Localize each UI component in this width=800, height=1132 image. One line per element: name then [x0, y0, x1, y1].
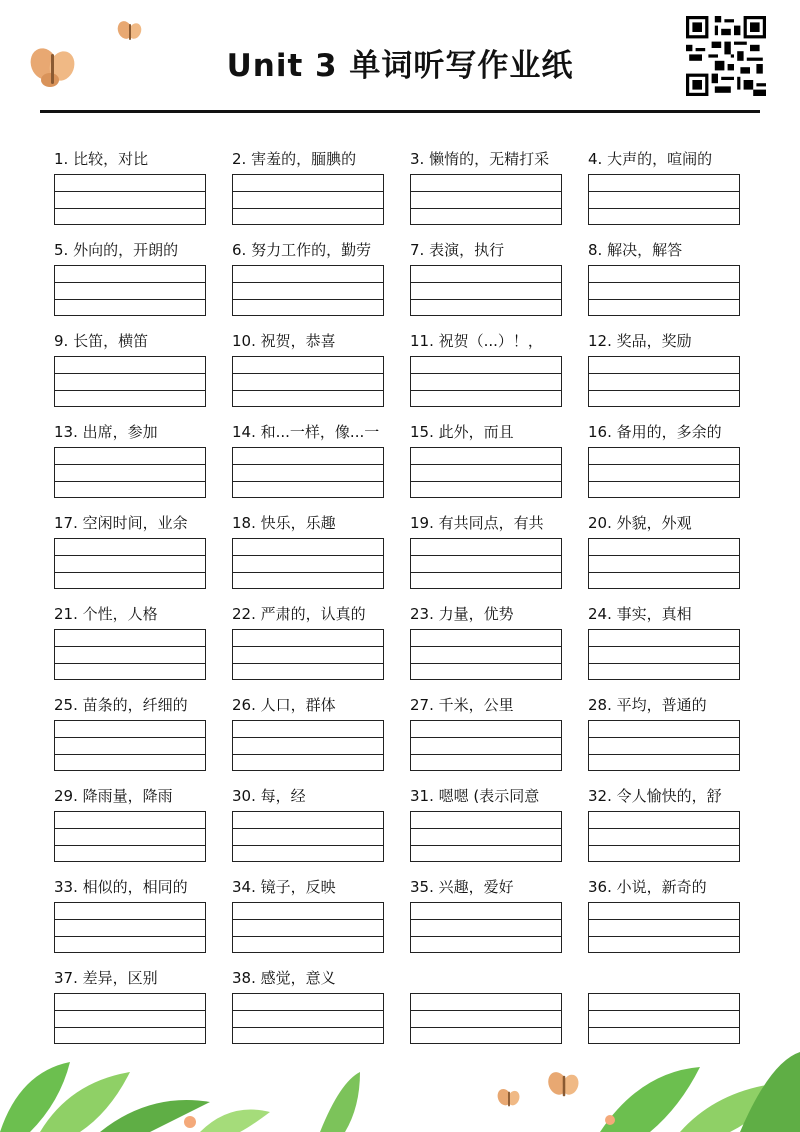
answer-box[interactable] [588, 902, 740, 953]
answer-box[interactable] [232, 811, 384, 862]
answer-box[interactable] [54, 538, 206, 589]
item-prompt: 21. 个性，人格 [54, 605, 158, 623]
answer-box[interactable] [410, 811, 562, 862]
item-prompt: 14. 和...一样，像...一 [232, 423, 380, 441]
answer-box[interactable] [588, 265, 740, 316]
item-prompt: 13. 出席，参加 [54, 423, 158, 441]
answer-box[interactable] [232, 538, 384, 589]
butterfly-icon [496, 1086, 522, 1112]
answer-box[interactable] [232, 174, 384, 225]
item-prompt: 25. 苗条的，纤细的 [54, 696, 188, 714]
item-prompt: 2. 害羞的，腼腆的 [232, 150, 357, 168]
answer-box[interactable] [54, 993, 206, 1044]
answer-box[interactable] [410, 265, 562, 316]
item-prompt: 27. 千米，公里 [410, 696, 514, 714]
item-prompt: 37. 差异，区别 [54, 969, 158, 987]
answer-box[interactable] [588, 629, 740, 680]
item-prompt: 6. 努力工作的，勤劳 [232, 241, 372, 259]
answer-box[interactable] [588, 811, 740, 862]
answer-box[interactable] [54, 720, 206, 771]
answer-box[interactable] [232, 993, 384, 1044]
item-prompt: 11. 祝贺（...）！， [410, 332, 543, 350]
answer-box[interactable] [232, 265, 384, 316]
answer-box[interactable] [232, 447, 384, 498]
item-prompt: 29. 降雨量，降雨 [54, 787, 173, 805]
item-prompt: 33. 相似的，相同的 [54, 878, 188, 896]
answer-box[interactable] [410, 356, 562, 407]
item-prompt: 34. 镜子，反映 [232, 878, 336, 896]
answer-box[interactable] [588, 993, 740, 1044]
item-prompt: 28. 平均，普通的 [588, 696, 707, 714]
item-prompt: 7. 表演，执行 [410, 241, 505, 259]
item-prompt: 15. 此外，而且 [410, 423, 514, 441]
item-prompt: 16. 备用的，多余的 [588, 423, 722, 441]
item-prompt: 22. 严肃的，认真的 [232, 605, 366, 623]
item-prompt: 8. 解决，解答 [588, 241, 683, 259]
item-prompt: 36. 小说，新奇的 [588, 878, 707, 896]
title-divider [40, 110, 760, 113]
item-prompt: 26. 人口，群体 [232, 696, 336, 714]
item-prompt: 30. 每，经 [232, 787, 306, 805]
qr-code-icon [686, 16, 766, 96]
answer-box[interactable] [54, 356, 206, 407]
item-prompt: 32. 令人愉快的，舒 [588, 787, 722, 805]
butterfly-icon [546, 1066, 582, 1106]
answer-box[interactable] [410, 538, 562, 589]
answer-box[interactable] [588, 174, 740, 225]
answer-box[interactable] [232, 629, 384, 680]
item-prompt: 23. 力量，优势 [410, 605, 514, 623]
answer-box[interactable] [232, 356, 384, 407]
answer-box[interactable] [410, 720, 562, 771]
item-prompt: 3. 懒惰的，无精打采 [410, 150, 550, 168]
item-prompt: 24. 事实，真相 [588, 605, 692, 623]
item-prompt: 12. 奖品，奖励 [588, 332, 692, 350]
item-prompt: 31. 嗯嗯 (表示同意 [410, 787, 540, 805]
answer-box[interactable] [588, 538, 740, 589]
answer-box[interactable] [54, 265, 206, 316]
answer-box[interactable] [54, 902, 206, 953]
answer-box[interactable] [588, 356, 740, 407]
answer-box[interactable] [410, 902, 562, 953]
answer-box[interactable] [410, 447, 562, 498]
answer-box[interactable] [232, 720, 384, 771]
item-prompt: 5. 外向的，开朗的 [54, 241, 179, 259]
answer-box[interactable] [54, 629, 206, 680]
answer-box[interactable] [54, 447, 206, 498]
answer-box[interactable] [232, 902, 384, 953]
item-prompt: 1. 比较，对比 [54, 150, 149, 168]
item-prompt: 19. 有共同点，有共 [410, 514, 544, 532]
item-prompt: 17. 空闲时间，业余 [54, 514, 188, 532]
item-prompt: 38. 感觉，意义 [232, 969, 336, 987]
item-prompt: 10. 祝贺，恭喜 [232, 332, 336, 350]
answer-box[interactable] [410, 174, 562, 225]
answer-box[interactable] [410, 993, 562, 1044]
item-prompt: 9. 长笛，横笛 [54, 332, 149, 350]
answer-box[interactable] [54, 174, 206, 225]
answer-box[interactable] [588, 720, 740, 771]
item-prompt: 4. 大声的，喧闹的 [588, 150, 713, 168]
item-prompt: 18. 快乐，乐趣 [232, 514, 336, 532]
item-prompt: 35. 兴趣，爱好 [410, 878, 514, 896]
answer-box[interactable] [410, 629, 562, 680]
page-title: Unit 3 单词听写作业纸 [226, 48, 574, 84]
answer-box[interactable] [588, 447, 740, 498]
answer-box[interactable] [54, 811, 206, 862]
item-prompt: 20. 外貌，外观 [588, 514, 692, 532]
leaf-icon [0, 1042, 800, 1132]
